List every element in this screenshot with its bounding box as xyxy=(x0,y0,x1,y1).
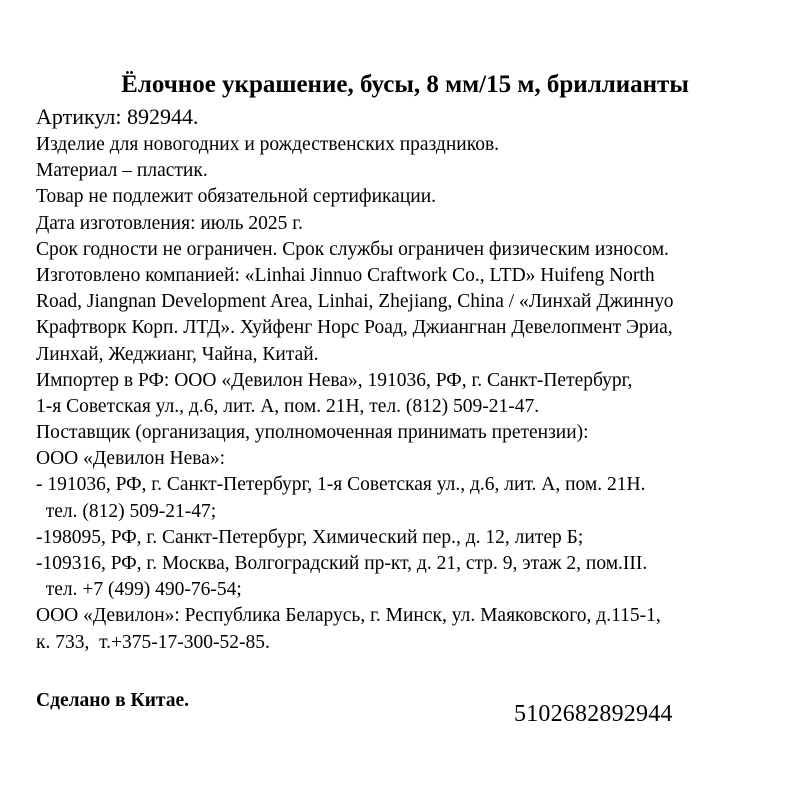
belarus-company-line-1: ООО «Девилон»: Республика Беларусь, г. Минск, ул. Маяковского, д.115-1, xyxy=(36,605,661,627)
supplier-heading: Поставщик (организация, уполномоченная принимать претензии): xyxy=(36,422,589,444)
purpose-line: Изделие для новогодних и рождественских праздников. xyxy=(36,134,500,155)
barcode-number: 5102682892944 xyxy=(514,701,673,727)
supplier-phone-3: тел. +7 (499) 490-76-54; xyxy=(36,579,242,601)
supplier-phone-1: тел. (812) 509-21-47; xyxy=(36,500,217,522)
certification-line: Товар не подлежит обязательной сертификации. xyxy=(36,186,437,208)
manufacturer-line-2: Road, Jiangnan Development Area, Linhai, Zhejiang, China / «Линхай Джиннуо xyxy=(36,291,674,313)
country-of-origin: Сделано в Китае. xyxy=(36,690,190,711)
material-line: Материал – пластик. xyxy=(36,160,208,182)
shelf-life-line: Срок годности не ограничен. Срок службы ограничен физическим износом. xyxy=(36,238,669,260)
manufacturer-line-4: Линхай, Жеджианг, Чайна, Китай. xyxy=(36,343,319,365)
supplier-address-1: - 191036, РФ, г. Санкт-Петербург, 1-я Советская ул., д.6, лит. А, пом. 21Н. xyxy=(36,474,646,496)
supplier-address-3: -109316, РФ, г. Москва, Волгоградский пр-кт, д. 21, стр. 9, этаж 2, пом.III. xyxy=(36,553,648,574)
manufacturer-line-3: Крафтворк Корп. ЛТД». Хуйфенг Норс Роад, Джиангнан Девелопмент Эриа, xyxy=(36,317,673,339)
label-body xyxy=(36,132,796,656)
belarus-company-line-2: к. 733, т.+375-17-300-52-85. xyxy=(36,631,270,653)
importer-line-1: Импортер в РФ: ООО «Девилон Нева», 191036, РФ, г. Санкт-Петербург, xyxy=(36,369,633,391)
article-number: Артикул: 892944. xyxy=(36,104,199,129)
manufacturer-line-1: Изготовлено компанией: «Linhai Jinnuo Craftwork Co., LTD» Huifeng North xyxy=(36,264,655,286)
supplier-name: ООО «Девилон Нева»: xyxy=(36,448,226,470)
supplier-address-2: -198095, РФ, г. Санкт-Петербург, Химический пер., д. 12, литер Б; xyxy=(36,526,584,548)
manufacture-date-line: Дата изготовления: июль 2025 г. xyxy=(36,212,303,234)
product-title: Ёлочное украшение, бусы, 8 мм/15 м, бриллианты xyxy=(121,71,689,98)
importer-line-2: 1-я Советская ул., д.6, лит. А, пом. 21Н, тел. (812) 509-21-47. xyxy=(36,395,540,417)
